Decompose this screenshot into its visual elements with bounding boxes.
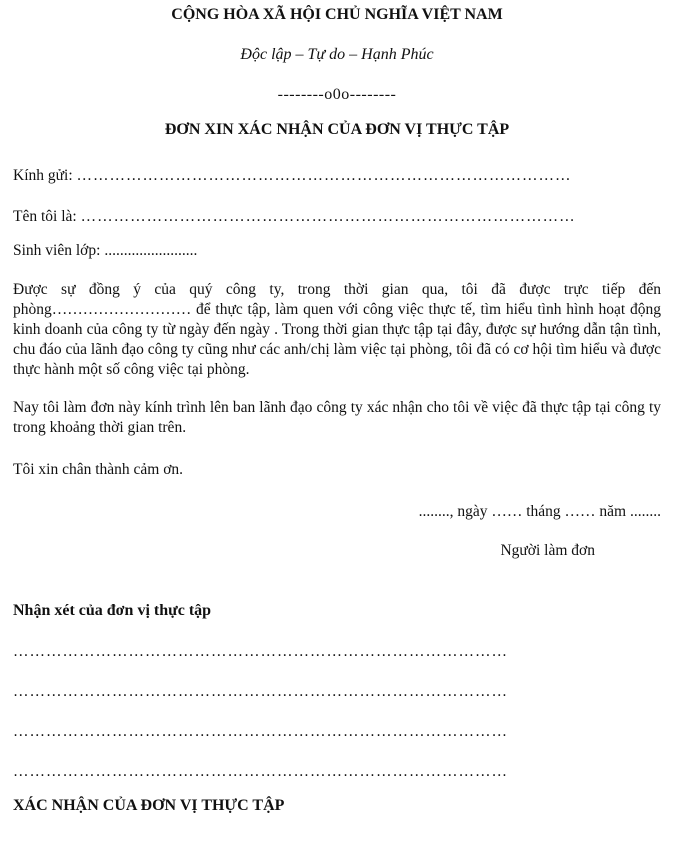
header-separator: --------o0o--------	[277, 86, 397, 103]
body-paragraph-request: Nay tôi làm đơn này kính trình lên ban lãnh đạo công ty xác nhận cho tôi về việc đã thực tập tại công ty trong khoảng thời gian trên.	[13, 399, 661, 436]
student-class-label: Sinh viên lớp:	[13, 242, 101, 259]
national-motto: Độc lập – Tự do – Hạnh Phúc	[240, 46, 434, 63]
remarks-dotted-line: ………………………………………………………………………………	[13, 763, 508, 780]
confirmation-heading: XÁC NHẬN CỦA ĐƠN VỊ THỰC TẬP	[13, 797, 285, 814]
national-header: CỘNG HÒA XÃ HỘI CHỦ NGHĨA VIỆT NAM	[171, 6, 503, 23]
thanks-line: Tôi xin chân thành cảm ơn.	[13, 461, 184, 478]
remarks-write-in-area	[13, 632, 661, 792]
remarks-dotted-line: ………………………………………………………………………………	[13, 683, 508, 700]
remarks-dotted-line: ………………………………………………………………………………	[13, 643, 508, 660]
remarks-dotted-line: ………………………………………………………………………………	[13, 723, 508, 740]
recipient-field	[13, 166, 661, 186]
student-class-field	[13, 241, 661, 261]
signer-title: Người làm đơn	[500, 542, 595, 559]
signature-date-line: ........, ngày …… tháng …… năm ........	[418, 503, 661, 520]
body-paragraph-main: Được sự đồng ý của quý công ty, trong thời gian qua, tôi đã được trực tiếp đến phòng……………………… để thực tập, làm quen với công việc thực tế, tìm hiểu tình hình hoạt động kinh doanh của công ty từ ngày đến ngày . Trong thời gian thực tập tại đây, được sự hướng dẫn tận tình, chu đáo của lãnh đạo công ty cũng như các anh/chị làm việc tại phòng, tôi đã có cơ hội tìm hiểu và được thực hành một số công việc tại phòng.	[13, 281, 661, 378]
recipient-label: Kính gửi:	[13, 167, 73, 184]
document-title: ĐƠN XIN XÁC NHẬN CỦA ĐƠN VỊ THỰC TẬP	[164, 121, 510, 138]
full-name-label: Tên tôi là:	[13, 208, 77, 225]
recipient-fill-dots: ………………………………………………………………………………	[76, 167, 572, 184]
full-name-fill-dots: ………………………………………………………………………………	[80, 208, 576, 225]
student-class-fill-dots: ........................	[104, 242, 198, 259]
remarks-heading: Nhận xét của đơn vị thực tập	[13, 602, 212, 619]
full-name-field	[13, 207, 661, 227]
